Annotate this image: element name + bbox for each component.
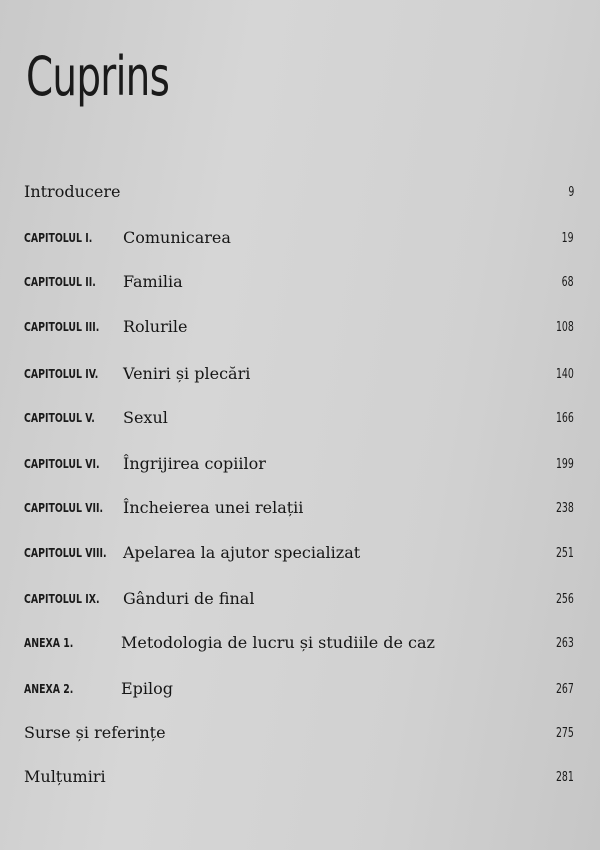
toc-entry-capitolul-1 [24, 228, 574, 252]
toc-entry-capitolul-2 [24, 272, 574, 296]
toc-entry-anexa-1 [24, 633, 574, 657]
page-number: 281 [556, 770, 574, 785]
entry-title: Îngrijirea copiilor [123, 454, 266, 473]
chapter-label: CAPITOLUL VII. [24, 501, 104, 515]
page-number: 267 [556, 682, 574, 697]
chapter-label: CAPITOLUL IX. [24, 592, 100, 606]
chapter-label: CAPITOLUL II. [24, 275, 96, 289]
entry-title: Comunicarea [123, 228, 231, 247]
toc-entry-anexa-2 [24, 679, 574, 703]
chapter-label: CAPITOLUL V. [24, 411, 95, 425]
entry-title: Introducere [24, 182, 121, 201]
toc-entry-capitolul-5 [24, 408, 574, 432]
toc-entry-capitolul-3 [24, 317, 574, 341]
entry-title: Epilog [121, 679, 174, 698]
toc-entry-capitolul-8 [24, 543, 574, 567]
entry-title: Rolurile [123, 317, 188, 336]
entry-title: Gânduri de final [123, 589, 255, 608]
page-number: 68 [562, 275, 574, 290]
page-number: 108 [556, 320, 574, 335]
page-number: 275 [556, 726, 574, 741]
entry-title: Sexul [123, 408, 168, 427]
toc-entry-capitolul-9 [24, 589, 574, 613]
toc-entry-capitolul-7 [24, 498, 574, 522]
entry-title: Metodologia de lucru și studiile de caz [121, 633, 435, 652]
toc-entry-capitolul-6 [24, 454, 574, 478]
entry-title: Apelarea la ajutor specializat [123, 543, 361, 562]
entry-title: Surse și referințe [24, 723, 166, 742]
chapter-label: CAPITOLUL III. [24, 320, 100, 334]
page-number: 263 [556, 636, 574, 651]
page-number: 140 [556, 367, 574, 382]
page-number: 256 [556, 592, 574, 607]
page-title: Cuprins [26, 45, 170, 108]
chapter-label: CAPITOLUL VI. [24, 457, 100, 471]
page-number: 19 [562, 231, 574, 246]
page-number: 9 [568, 185, 574, 200]
page-number: 199 [556, 457, 574, 472]
appendix-label: ANEXA 1. [24, 636, 74, 650]
entry-title: Familia [123, 272, 183, 291]
page-number: 251 [556, 546, 574, 561]
chapter-label: CAPITOLUL VIII. [24, 546, 107, 560]
page-number: 238 [556, 501, 574, 516]
chapter-label: CAPITOLUL IV. [24, 367, 99, 381]
toc-entry-capitolul-4 [24, 364, 574, 388]
chapter-label: CAPITOLUL I. [24, 231, 93, 245]
toc-entry-surse [24, 723, 574, 747]
entry-title: Veniri și plecări [123, 364, 251, 383]
appendix-label: ANEXA 2. [24, 682, 74, 696]
entry-title: Mulțumiri [24, 767, 106, 786]
entry-title: Încheierea unei relații [123, 498, 304, 517]
toc-entry-introducere [24, 182, 574, 206]
toc-entry-multumiri [24, 767, 574, 791]
page-number: 166 [556, 411, 574, 426]
